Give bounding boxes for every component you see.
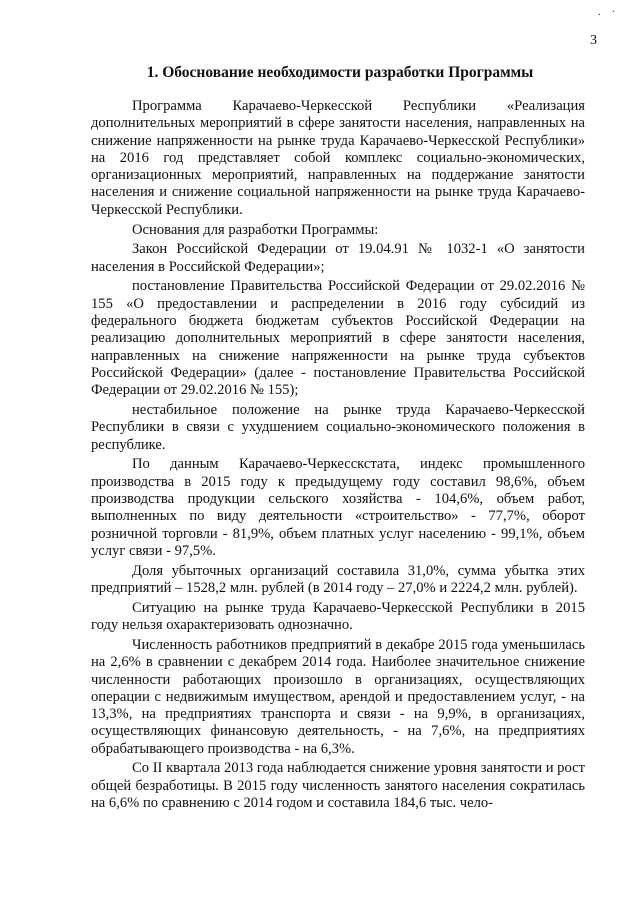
paragraph: Численность работников предприятий в декабре 2015 года уменьшилась на 2,6% в сравнении с декабрем 2014 года. Наиболее значительное снижение численности работающих произошло в организациях, осуществляющих операции с недвижимым имуществом, арендой и предоставлением услуг, - на 13,3%, на предприятиях транспорта и связи - на 9,9%, в организациях, осуществляющих финансовую деятельность, - на 7,6%, на предприятиях обрабатывающего производства - на 6,3%. <box>91 636 585 757</box>
paragraph: Закон Российской Федерации от 19.04.91 № 1032-1 «О занятости населения в Российской Федерации»; <box>91 241 585 275</box>
paragraph: постановление Правительства Российской Федерации от 29.02.2016 № 155 «О предоставлении и распределении в 2016 году субсидий из федерального бюджета бюджетам субъектов Российской Федерации на реализацию дополнительных мероприятий в сфере занятости населения, направленных на снижение напряженности на рынке труда субъектов Российской Федерации» (далее - постановление Правительства Российской Федерации от 29.02.2016 № 155); <box>91 278 585 399</box>
corner-marks: . · <box>598 6 620 18</box>
document-body <box>91 98 585 815</box>
paragraph: Программа Карачаево-Черкесской Республики «Реализация дополнительных мероприятий в сфере занятости населения, направленных на снижение напряженности на рынке труда Карачаево-Черкесской Республики» на 2016 год представляет собой комплекс социально-экономических, организационных мероприятий, направленных на поддержание занятости населения и снижение социальной напряженности на рынке труда Карачаево-Черкесской Республики. <box>91 98 585 218</box>
paragraph: По данным Карачаево-Черкесскстата, индекс промышленного производства в 2015 году к предыдущему году составил 98,6%, объем производства продукции сельского хозяйства - 104,6%, объем работ, выполненных по виду деятельности «строительство» - 77,7%, оборот розничной торговли - 81,9%, объем платных услуг населению - 99,1%, объем услуг связи - 97,5%. <box>91 456 585 559</box>
page-number: 3 <box>590 33 597 48</box>
paragraph: Со II квартала 2013 года наблюдается снижение уровня занятости и рост общей безработицы. В 2015 году численность занятого населения сократилась на 6,6% по сравнению с 2014 годом и составила 184,6 тыс. чело- <box>91 760 585 812</box>
paragraph: Основания для разработки Программы: <box>132 221 379 238</box>
section-title: 1. Обоснование необходимости разработки Программы <box>146 64 534 81</box>
paragraph: нестабильное положение на рынке труда Карачаево-Черкесской Республики в связи с ухудшением социально-экономического положения в республике. <box>91 402 585 453</box>
paragraph: Ситуацию на рынке труда Карачаево-Черкесской Республики в 2015 году нельзя охарактеризовать однозначно. <box>91 599 585 634</box>
paragraph: Доля убыточных организаций составила 31,0%, сумма убытка этих предприятий – 1528,2 млн. рублей (в 2014 году – 27,0% и 2224,2 млн. рублей). <box>91 562 585 597</box>
